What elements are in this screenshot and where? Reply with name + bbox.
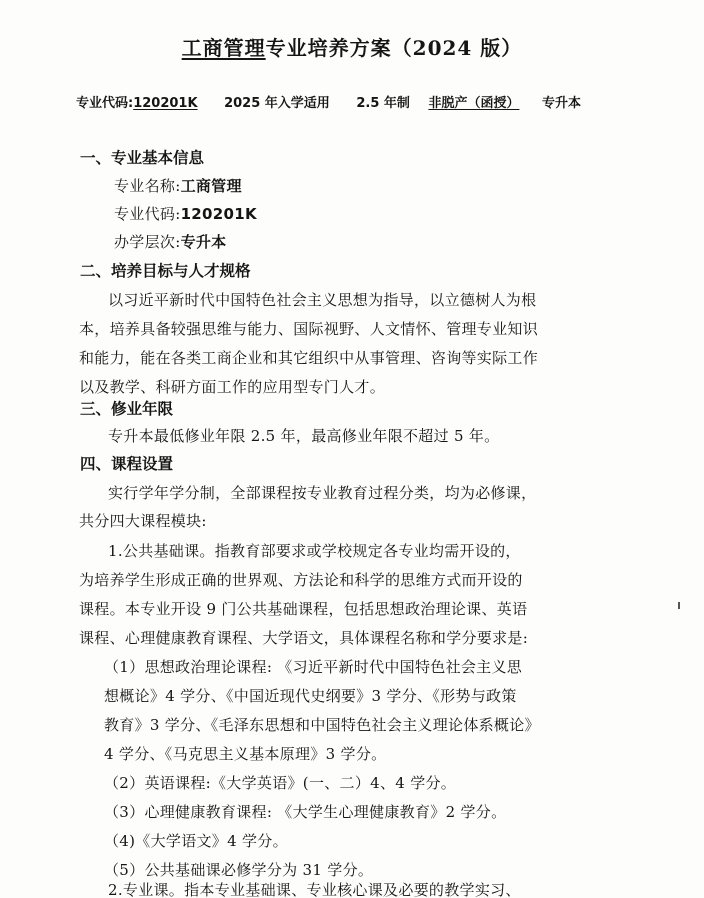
document-title [0, 32, 704, 61]
goal-line: 和能力，能在各类工商企业和其它组织中从事管理、咨询等实际工作 [79, 349, 539, 367]
goal-line: 本，培养具备较强思维与能力、国际视野、人文情怀、管理专业知识 [79, 320, 539, 338]
info-name-value: 工商管理 [180, 177, 242, 195]
info-name-label: 专业名称: [114, 177, 181, 195]
meta-year: 2025 年入学适用 [224, 96, 330, 111]
meta-mode: 非脱产（函授） [428, 96, 520, 111]
meta-level: 专升本 [541, 96, 581, 111]
meta-code-value: 120201K [133, 96, 198, 111]
program-meta-line [76, 92, 636, 111]
course-line: 4 学分、《马克思主义基本原理》3 学分。 [104, 745, 387, 763]
title-underlined-part: 工商管理 [181, 36, 266, 60]
info-code-label: 专业代码: [114, 205, 181, 223]
course-line: （4)《大学语文》4 学分。 [104, 832, 288, 850]
section-heading-2: 二、培养目标与人才规格 [80, 262, 251, 280]
info-name [114, 175, 242, 196]
course-line: 1.公共基础课。指教育部要求或学校规定各专业均需开设的， [108, 542, 521, 560]
course-line: （1）思想政治理论课程: 《习近平新时代中国特色社会主义思 [104, 658, 523, 676]
scan-speck [678, 602, 680, 609]
course-line: 为培养学生形成正确的世界观、方法论和科学的思维方式而开设的 [79, 571, 523, 589]
course-line: 2.专业课。指本专业基础课、专业核心课及必要的教学实习、 [108, 881, 521, 898]
course-line: （3）心理健康教育课程: 《大学生心理健康教育》2 学分。 [104, 803, 507, 821]
section-heading-4: 四、课程设置 [80, 455, 174, 473]
goal-line: 以及教学、科研方面工作的应用型专门人才。 [79, 378, 386, 396]
goal-line: 以习近平新时代中国特色社会主义思想为指导，以立德树人为根 [108, 291, 537, 309]
section-heading-1: 一、专业基本信息 [80, 149, 205, 167]
info-code-value: 120201K [180, 205, 257, 223]
info-level [114, 231, 226, 252]
course-line: （5）公共基础课必修学分为 31 学分。 [104, 861, 374, 879]
course-line: 课程、心理健康教育课程、大学语文，具体课程名称和学分要求是: [79, 629, 529, 647]
course-line: （2）英语课程:《大学英语》(一、二）4、4 学分。 [104, 774, 457, 792]
course-line: 课程。本专业开设 9 门公共基础课程，包括思想政治理论课、英语 [79, 600, 528, 618]
meta-code-label: 专业代码: [76, 96, 134, 111]
section-heading-3: 三、修业年限 [80, 400, 174, 418]
duration-line: 专升本最低修业年限 2.5 年，最高修业年限不超过 5 年。 [108, 427, 500, 445]
meta-duration: 2.5 年制 [356, 96, 410, 111]
course-line: 实行学年学分制，全部课程按专业教育过程分类，均为必修课， [108, 484, 537, 502]
course-line: 教育》3 学分、《毛泽东思想和中国特色社会主义理论体系概论》 [104, 716, 540, 734]
course-line: 共分四大课程模块: [79, 512, 207, 530]
info-level-label: 办学层次: [114, 233, 181, 251]
info-code [114, 203, 257, 224]
title-rest: 专业培养方案（2024 版） [265, 36, 523, 60]
course-line: 想概论》4 学分、《中国近现代史纲要》3 学分、《形势与政策 [104, 687, 517, 705]
info-level-value: 专升本 [180, 233, 227, 251]
